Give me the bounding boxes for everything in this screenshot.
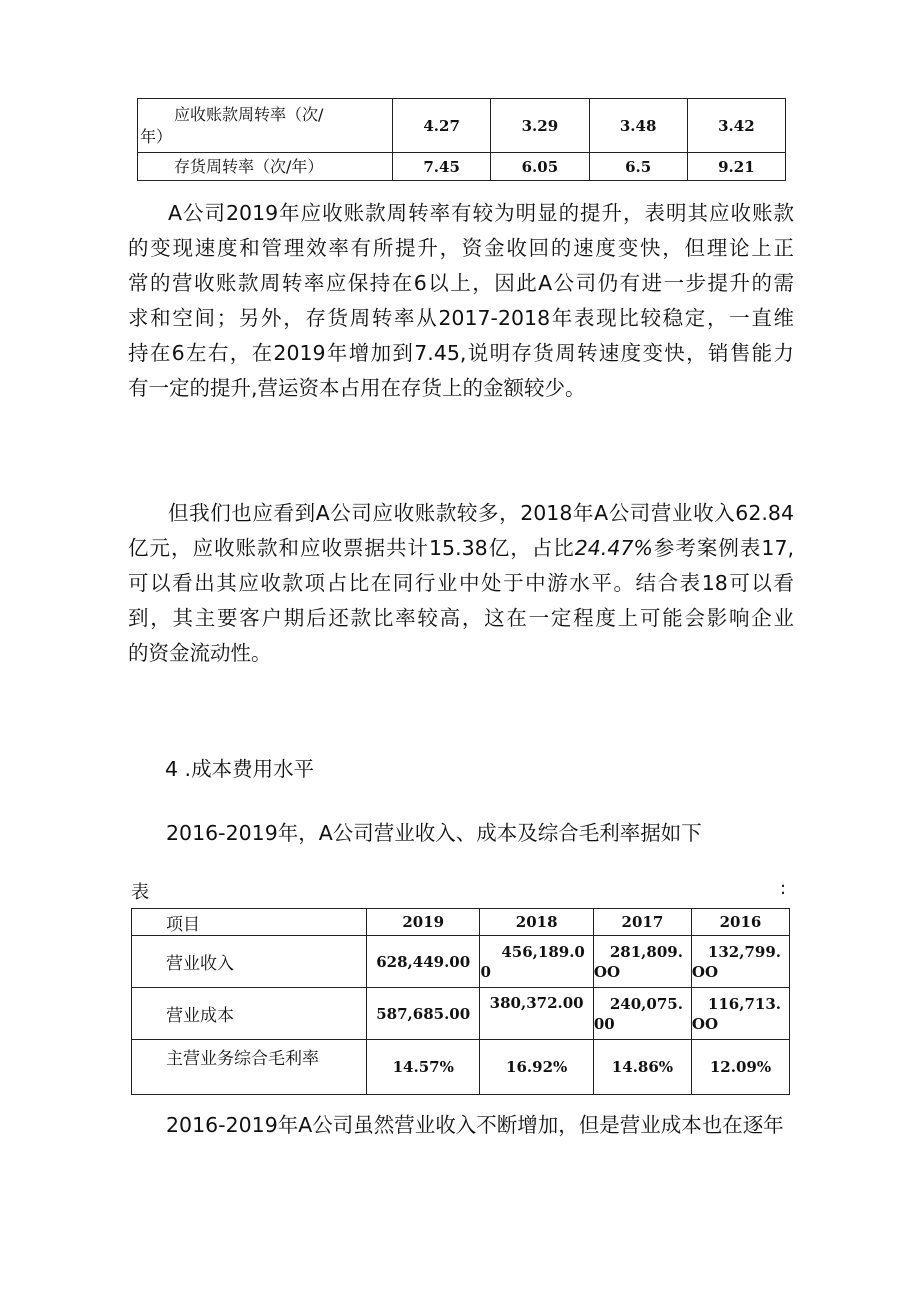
table-cell: 7.45 [393, 153, 491, 181]
header-year: 2016 [691, 909, 789, 936]
header-label: 项目 [132, 909, 367, 936]
table-cell: 12.09% [691, 1040, 789, 1095]
text-line: A公司2019年应收账款周转率有较为明显的提升，表明其应收账款 [168, 201, 794, 225]
header-year: 2019 [367, 909, 480, 936]
text-line: 持在6左右，在2019年增加到7.45,说明存货周转速度变快，销售能力 [128, 341, 794, 365]
cell-part: 132,799. [707, 942, 781, 961]
table-cell: 3.48 [589, 99, 687, 153]
text-line: 的资金流动性。 [128, 641, 272, 665]
table-header-row [132, 909, 790, 936]
table-cell: 587,685.00 [367, 988, 480, 1040]
table-label: 表 [131, 882, 149, 903]
row-label-line2: 年） [140, 126, 173, 146]
percentage-text: 24.47% [574, 536, 653, 560]
cell-part: 456,189.0 [501, 942, 585, 961]
text-line: 有一定的提升,营运资本占用在存货上的金额较少。 [128, 376, 586, 400]
cell-part: 281,809. [609, 942, 683, 961]
table-cell: 16.92% [480, 1040, 593, 1095]
table-cell: 3.42 [687, 99, 785, 153]
cell-part: 00 [593, 1014, 615, 1033]
row-label [138, 99, 393, 153]
trailing-text-line: 2016-2019年A公司虽然营业收入不断增加，但是营业成本也在逐年 [166, 1113, 784, 1137]
row-label: 营业成本 [132, 988, 367, 1040]
table-cell [691, 988, 789, 1040]
table-cell: 6.5 [589, 153, 687, 181]
text-segment: 亿元，应收账款和应收票据共计15.38亿，占比 [128, 536, 575, 560]
header-year: 2017 [593, 909, 691, 936]
revenue-cost-table [131, 908, 790, 1095]
cell-part: OO [593, 962, 621, 981]
text-line: 的变现速度和管理效率有所提升，资金收回的速度变快，但理论上正 [128, 236, 794, 260]
table-intro: 2016-2019年，A公司营业收入、成本及综合毛利率据如下 [166, 821, 702, 845]
table-row [132, 1040, 790, 1095]
cell-part: OO [691, 1014, 719, 1033]
turnover-table [137, 98, 786, 181]
paragraph-receivables [128, 196, 794, 406]
text-line: 但我们也应看到A公司应收账款较多，2018年A公司营业收入62.84 [168, 501, 794, 525]
text-line: 求和空间；另外，存货周转率从2017-2018年表现比较稳定，一直维 [128, 306, 794, 330]
table-cell [691, 936, 789, 988]
table-cell [593, 936, 691, 988]
text-line [128, 531, 794, 566]
text-line: 到，其主要客户期后还款比率较高，这在一定程度上可能会影响企业 [128, 606, 794, 630]
cell-part: 240,075. [609, 994, 683, 1013]
table-cell: 380,372.00 [480, 988, 593, 1040]
table-row [138, 99, 786, 153]
table-cell: 628,449.00 [367, 936, 480, 988]
text-line: 常的营收账款周转率应保持在6以上，因此A公司仍有进一步提升的需 [128, 271, 794, 295]
table-cell: 14.57% [367, 1040, 480, 1095]
text-line: 可以看出其应收款项占比在同行业中处于中游水平。结合表18可以看 [128, 571, 794, 595]
table-cell: 9.21 [687, 153, 785, 181]
header-year: 2018 [480, 909, 593, 936]
cell-part: 116,713. [707, 994, 781, 1013]
table-cell: 14.86% [593, 1040, 691, 1095]
paragraph-receivables-ratio [128, 496, 794, 671]
table-row [138, 153, 786, 181]
table-row [132, 988, 790, 1040]
row-label: 存货周转率（次/年） [138, 153, 393, 181]
table-row [132, 936, 790, 988]
table-cell: 6.05 [491, 153, 589, 181]
row-label: 营业收入 [132, 936, 367, 988]
table-cell: 3.29 [491, 99, 589, 153]
section-heading: 4 .成本费用水平 [165, 757, 315, 781]
table-label-colon: : [780, 878, 787, 899]
text-segment: 参考案例表17, [652, 536, 794, 560]
row-label-line1: 应收账款周转率（次/ [174, 104, 324, 124]
table-cell [593, 988, 691, 1040]
table-cell: 4.27 [393, 99, 491, 153]
row-label: 主营业务综合毛利率 [132, 1040, 367, 1095]
table-cell [480, 936, 593, 988]
cell-part: 0 [480, 962, 491, 981]
cell-part: OO [691, 962, 719, 981]
